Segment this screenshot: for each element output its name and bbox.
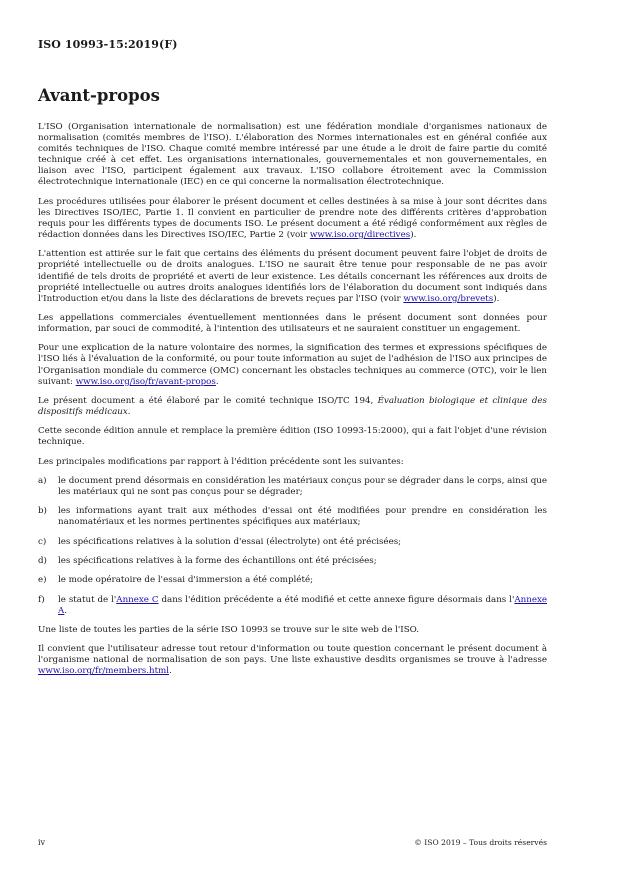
paragraph-committee [38, 396, 547, 418]
paragraph-tail: . [169, 666, 172, 677]
list-item [38, 595, 547, 617]
paragraph-trade-names: Les appellations commerciales éventuellement mentionnées dans le présent document sont données pour information, par souci de commodité, à l'intention des utilisateurs et ne sauraient constituer un engagement. [38, 312, 547, 335]
list-marker: a) [38, 475, 47, 486]
paragraph-series-list: Une liste de toutes les parties de la série ISO 10993 se trouve sur le site web de l'ISO. [38, 624, 420, 635]
page-number: iv [38, 838, 46, 847]
list-item [38, 476, 547, 498]
paragraph-feedback [38, 644, 547, 677]
list-item-text: le mode opératoire de l'essai d'immersion a été complété; [58, 575, 314, 586]
copyright-notice: © ISO 2019 – Tous droits réservés [414, 838, 547, 847]
directives-link[interactable]: www.iso.org/directives [309, 230, 411, 241]
list-item-text: les spécifications relatives à la forme des échantillons ont été précisées; [58, 555, 377, 566]
paragraph-tail: ). [410, 230, 417, 241]
paragraph-directives [38, 197, 547, 241]
paragraph-voluntary-nature [38, 343, 547, 387]
paragraph-text: Pour une explication de la nature volontaire des normes, la signification des termes et expressions spécifiques de l'ISO liés à l'évaluation de la conformité, ou pour toute information au sujet de l'adhésion de l'ISO aux principes de l'Organisation mondiale du commerce (OMC) concernant les obstacles techniques au commerce (OTC), voir le lien suivant: [38, 343, 547, 387]
list-item [38, 575, 547, 586]
page-footer [38, 838, 547, 847]
paragraph-text: Les procédures utilisées pour élaborer le présent document et celles destinées à sa mise à jour sont décrites dans les Directives ISO/IEC, Partie 1. Il convient en particulier de prendre note des différents critères d'approbation requis pour les différents types de documents ISO. Le présent document a été rédigé conformément aux règles de rédaction données dans les Directives ISO/IEC, Partie 2 (voir [38, 196, 547, 241]
annex-a-link[interactable]: Annexe A [58, 594, 548, 616]
annex-c-link[interactable]: Annexe C [116, 594, 159, 605]
changes-list [38, 476, 547, 617]
list-marker: e) [38, 575, 47, 586]
document-id: ISO 10993-15:2019(F) [38, 38, 178, 51]
list-item [38, 556, 547, 567]
list-item [38, 537, 547, 548]
list-item [38, 506, 547, 528]
members-link[interactable]: www.iso.org/fr/members.html [38, 666, 170, 677]
committee-title: Évaluation biologique et clinique des dispositifs médicaux [38, 395, 547, 417]
list-item-text: les informations ayant trait aux méthodes d'essai ont été modifiées pour prendre en considération les nanomatériaux et les normes pertinentes spécifiques aux matériaux; [58, 506, 547, 528]
paragraph-text: Il convient que l'utilisateur adresse tout retour d'information ou toute question concernant le présent document à l'organisme national de normalisation de son pays. Une liste exhaustive desdits organismes se trouve à l'adresse [38, 644, 547, 666]
list-item-text: le document prend désormais en considération les matériaux conçus pour se dégrader dans le corps, ainsi que les matériaux qui ne sont pas conçus pour se dégrader; [58, 475, 547, 498]
list-item-text: les spécifications relatives à la solution d'essai (électrolyte) ont été précisées; [58, 536, 402, 547]
paragraph-edition: Cette seconde édition annule et remplace la première édition (ISO 10993-15:2000), qui a fait l'objet d'une révision technique. [38, 426, 547, 448]
list-marker: c) [38, 536, 47, 547]
list-item-text: . [64, 605, 68, 616]
list-marker: d) [38, 555, 47, 566]
paragraph-iso-intro: L'ISO (Organisation internationale de normalisation) est une fédération mondiale d'organismes nationaux de normalisation (comités membres de l'ISO). L'élaboration des Normes internationales est en général confiée aux comités techniques de l'ISO. Chaque comité membre intéressé par une étude a le droit de faire partie du comité technique créé à cet effet. Les organisations internationales, gouvernementales et non gouvernementales, en liaison avec l'ISO, participent également aux travaux. L'ISO collabore étroitement avec la Commission électrotechnique internationale (IEC) en ce qui concerne la normalisation électrotechnique. [38, 122, 547, 188]
paragraph-tail: . [127, 407, 131, 417]
foreword-link[interactable]: www.iso.org/iso/fr/avant-propos [75, 376, 216, 387]
paragraph-tail: ). [493, 293, 500, 304]
paragraph-text: Le présent document a été élaboré par le comité technique ISO/TC 194, [38, 395, 378, 406]
foreword-body [38, 122, 547, 686]
list-marker: b) [38, 506, 47, 517]
paragraph-changes-intro: Les principales modifications par rapport à l'édition précédente sont les suivantes: [38, 456, 404, 467]
paragraph-text: L'attention est attirée sur le fait que certains des éléments du présent document peuvent faire l'objet de droits de propriété intellectuelle ou de droits analogues. L'ISO ne saurait être tenue pour responsable de ne pas avoir identifié de tels droits de propriété et averti de leur existence. Les détails concernant les références aux droits de propriété intellectuelle ou autres droits analogues identifiés lors de l'élaboration du document sont indiqués dans l'Introduction et/ou dans la liste des déclarations de brevets reçues par l'ISO (voir [38, 249, 547, 304]
paragraph-tail: . [215, 376, 219, 387]
list-item-text: le statut de l' [58, 594, 117, 605]
list-item-text: dans l'édition précédente a été modifié et cette annexe figure désormais dans l' [158, 594, 515, 605]
patents-link[interactable]: www.iso.org/brevets [403, 293, 494, 304]
list-marker: f) [38, 594, 45, 605]
paragraph-patents [38, 249, 547, 304]
page-title: Avant-propos [38, 86, 160, 105]
